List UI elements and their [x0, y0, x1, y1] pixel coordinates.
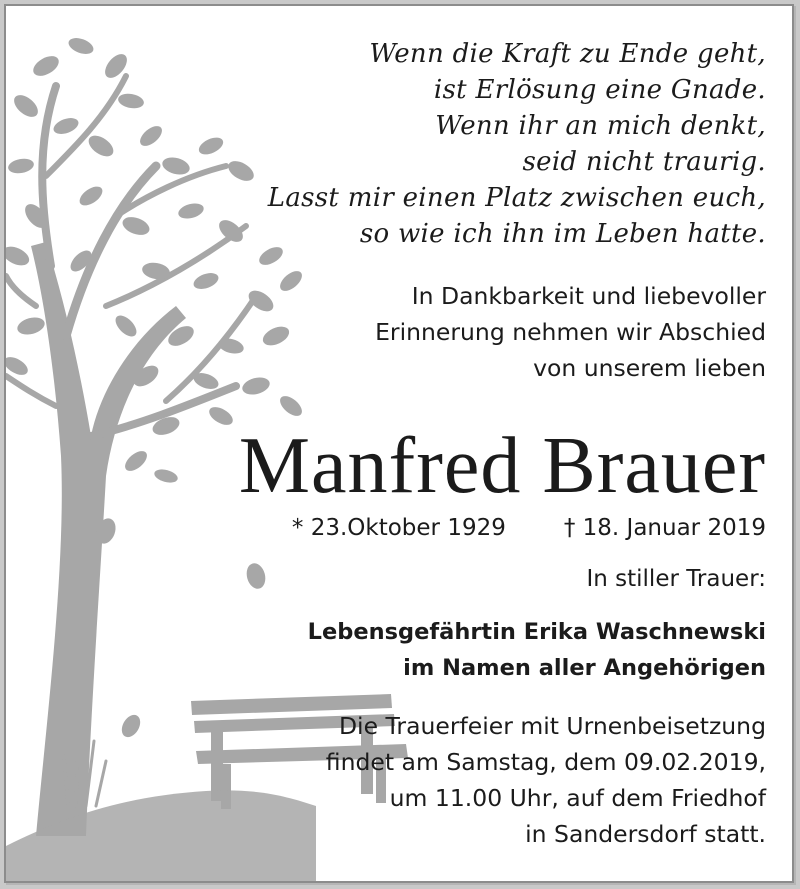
- poem-line: so wie ich ihn im Leben hatte.: [359, 219, 766, 249]
- mourners: [206, 614, 766, 686]
- tree-branch: [6, 376, 56, 406]
- intro-line: Erinnerung nehmen wir Abschied: [375, 318, 766, 346]
- intro-line: von unserem lieben: [533, 354, 766, 382]
- poem-line: Wenn ihr an mich denkt,: [435, 111, 766, 141]
- funeral-line: in Sandersdorf statt.: [525, 820, 766, 848]
- poem-line: seid nicht traurig.: [522, 147, 766, 177]
- intro-line: In Dankbarkeit und liebevoller: [411, 282, 766, 310]
- intro-text: [246, 278, 766, 386]
- obituary-notice: [4, 4, 794, 883]
- life-dates: [206, 511, 766, 545]
- mourning-heading: In stiller Trauer:: [586, 566, 766, 592]
- poem-line: ist Erlösung eine Gnade.: [433, 75, 766, 105]
- poem-line: Wenn die Kraft zu Ende geht,: [369, 39, 766, 69]
- funeral-line: um 11.00 Uhr, auf dem Friedhof: [389, 784, 766, 812]
- tree-branch: [66, 166, 156, 336]
- birth-date: * 23.Oktober 1929: [291, 515, 506, 541]
- mourner-line: im Namen aller Angehörigen: [403, 655, 766, 681]
- tree-branch: [6, 276, 36, 306]
- poem: [206, 36, 766, 252]
- death-date: † 18. Januar 2019: [563, 515, 766, 541]
- funeral-info: [206, 708, 766, 852]
- mourner-line: Lebensgefährtin Erika Waschnewski: [307, 619, 766, 645]
- poem-line: Lasst mir einen Platz zwischen euch,: [267, 183, 766, 213]
- deceased-name: Manfred Brauer: [238, 422, 766, 510]
- funeral-line: Die Trauerfeier mit Urnenbeisetzung: [338, 712, 766, 740]
- funeral-line: findet am Samstag, dem 09.02.2019,: [325, 748, 766, 776]
